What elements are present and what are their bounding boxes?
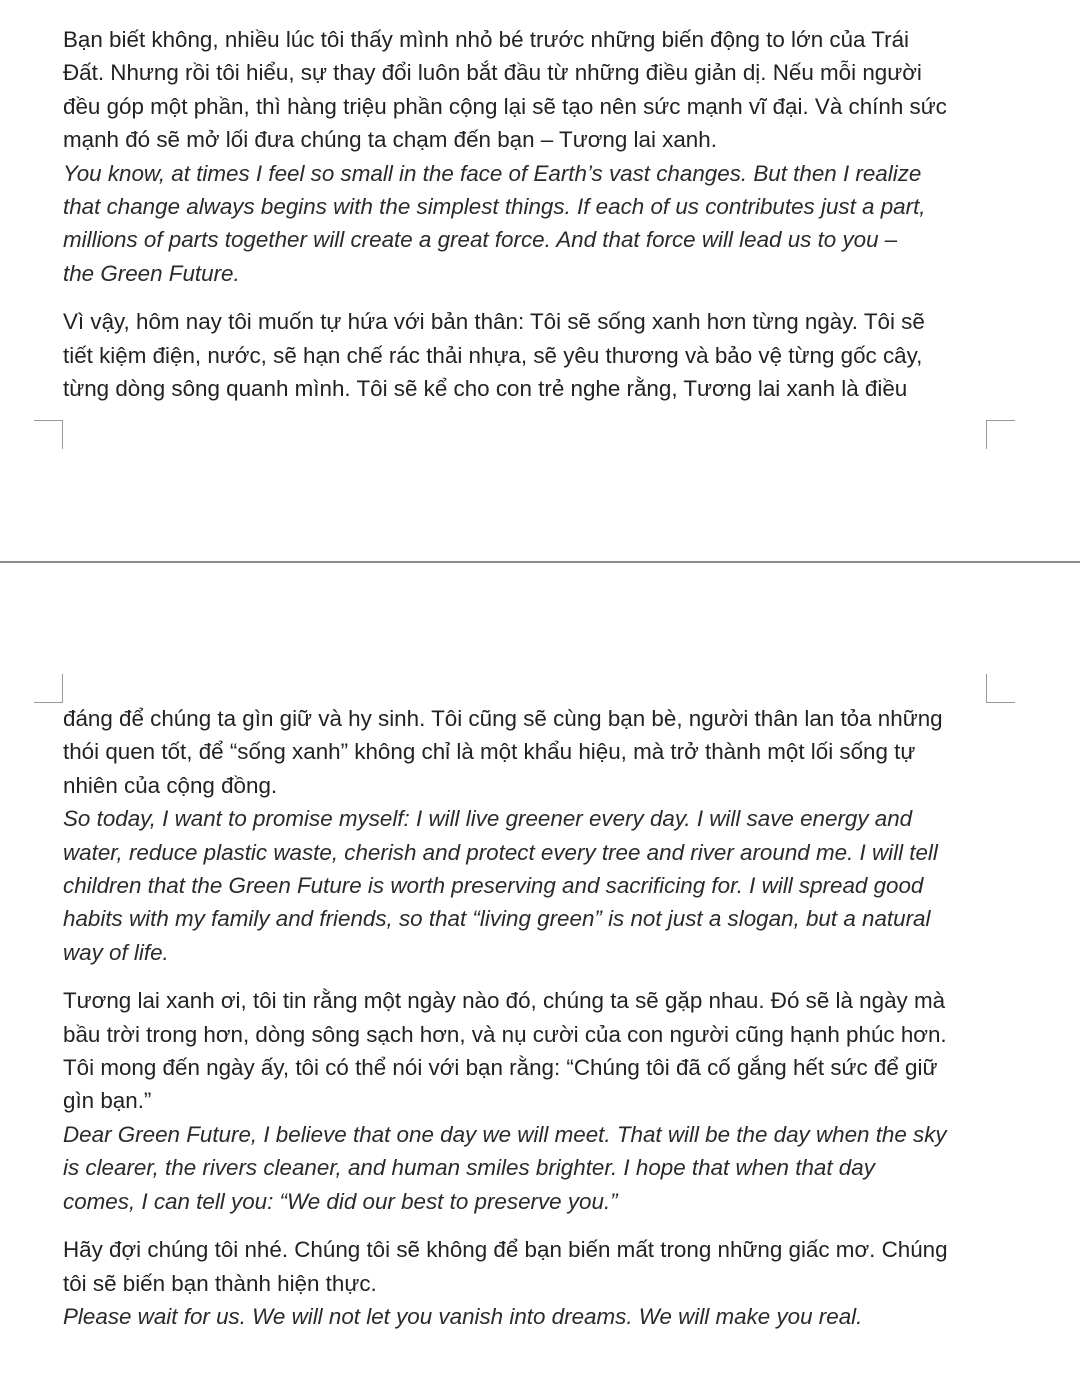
text-line: thói quen tốt, để “sống xanh” không chỉ là một khẩu hiệu, mà trở thành một lối sống tự	[63, 739, 916, 765]
paragraph-vi-3	[63, 984, 998, 1118]
text-line: mạnh đó sẽ mở lối đưa chúng ta chạm đến bạn – Tương lai xanh.	[63, 127, 717, 153]
paragraph-spacing	[63, 1218, 998, 1233]
text-line: Tương lai xanh ơi, tôi tin rằng một ngày nào đó, chúng ta sẽ gặp nhau. Đó sẽ là ngày mà	[63, 988, 946, 1014]
text-line: đáng để chúng ta gìn giữ và hy sinh. Tôi cũng sẽ cùng bạn bè, người thân lan tỏa những	[63, 706, 943, 731]
text-line: nhiên của cộng đồng.	[63, 772, 278, 798]
text-line: Dear Green Future, I believe that one day we will meet. That will be the day when the sky	[63, 1121, 947, 1147]
text-line: Tôi mong đến ngày ấy, tôi có thể nói với bạn rằng: “Chúng tôi đã cố gắng hết sức để giữ	[63, 1055, 938, 1081]
text-line: So today, I want to promise myself: I will live greener every day. I will save energy and	[63, 806, 913, 832]
paragraph-spacing	[63, 969, 998, 984]
text-line: habits with my family and friends, so that “living green” is not just a slogan, but a natural	[63, 906, 931, 932]
text-line: millions of parts together will create a great force. And that force will lead us to you –	[63, 227, 898, 253]
paragraph-vi-2	[63, 305, 998, 405]
top-right-margin-mark	[986, 674, 1015, 703]
paragraph-vi-2-continued	[63, 702, 998, 802]
text-line: từng dòng sông quanh mình. Tôi sẽ kể cho con trẻ nghe rằng, Tương lai xanh là điều	[63, 376, 908, 402]
paragraph-en-1	[63, 157, 998, 291]
text-line: way of life.	[63, 939, 169, 965]
text-line: Hãy đợi chúng tôi nhé. Chúng tôi sẽ không để bạn biến mất trong những giấc mơ. Chúng	[63, 1237, 948, 1263]
text-line: that change always begins with the simplest things. If each of us contributes just a part,	[63, 194, 926, 220]
text-line: comes, I can tell you: “We did our best to preserve you.”	[63, 1188, 618, 1214]
paragraph-en-2	[63, 802, 998, 969]
top-left-margin-mark	[34, 674, 63, 703]
text-line: is clearer, the rivers cleaner, and human smiles brighter. I hope that when that day	[63, 1155, 875, 1181]
text-line: children that the Green Future is worth preserving and sacrificing for. I will spread good	[63, 873, 924, 899]
text-line: You know, at times I feel so small in the face of Earth’s vast changes. But then I realize	[63, 160, 922, 186]
text-line: gìn bạn.”	[63, 1088, 152, 1114]
text-line: the Green Future.	[63, 260, 240, 286]
text-line: Đất. Nhưng rồi tôi hiểu, sự thay đổi luôn bắt đầu từ những điều giản dị. Nếu mỗi người	[63, 60, 922, 86]
text-line: water, reduce plastic waste, cherish and protect every tree and river around me. I will tell	[63, 839, 938, 865]
paragraph-en-3	[63, 1118, 998, 1218]
paragraph-vi-1	[63, 23, 998, 157]
bottom-right-margin-mark	[986, 420, 1015, 449]
text-line: Vì vậy, hôm nay tôi muốn tự hứa với bản thân: Tôi sẽ sống xanh hơn từng ngày. Tôi sẽ	[63, 309, 925, 335]
paragraph-vi-4	[63, 1233, 998, 1300]
text-line: Please wait for us. We will not let you vanish into dreams. We will make you real.	[63, 1303, 863, 1329]
text-line: tiết kiệm điện, nước, sẽ hạn chế rác thải nhựa, sẽ yêu thương và bảo vệ từng gốc cây,	[63, 342, 923, 368]
text-line: Bạn biết không, nhiều lúc tôi thấy mình nhỏ bé trước những biến động to lớn của Trái	[63, 27, 910, 52]
paragraph-spacing	[63, 290, 998, 305]
paragraph-en-4	[63, 1300, 998, 1333]
page-1-text	[63, 23, 998, 405]
text-line: đều góp một phần, thì hàng triệu phần cộng lại sẽ tạo nên sức mạnh vĩ đại. Và chính sức	[63, 93, 947, 119]
page-2-text	[63, 702, 998, 1333]
text-line: bầu trời trong hơn, dòng sông sạch hơn, và nụ cười của con người cũng hạnh phúc hơn.	[63, 1021, 947, 1047]
text-line: tôi sẽ biến bạn thành hiện thực.	[63, 1270, 377, 1296]
bottom-left-margin-mark	[34, 420, 63, 449]
